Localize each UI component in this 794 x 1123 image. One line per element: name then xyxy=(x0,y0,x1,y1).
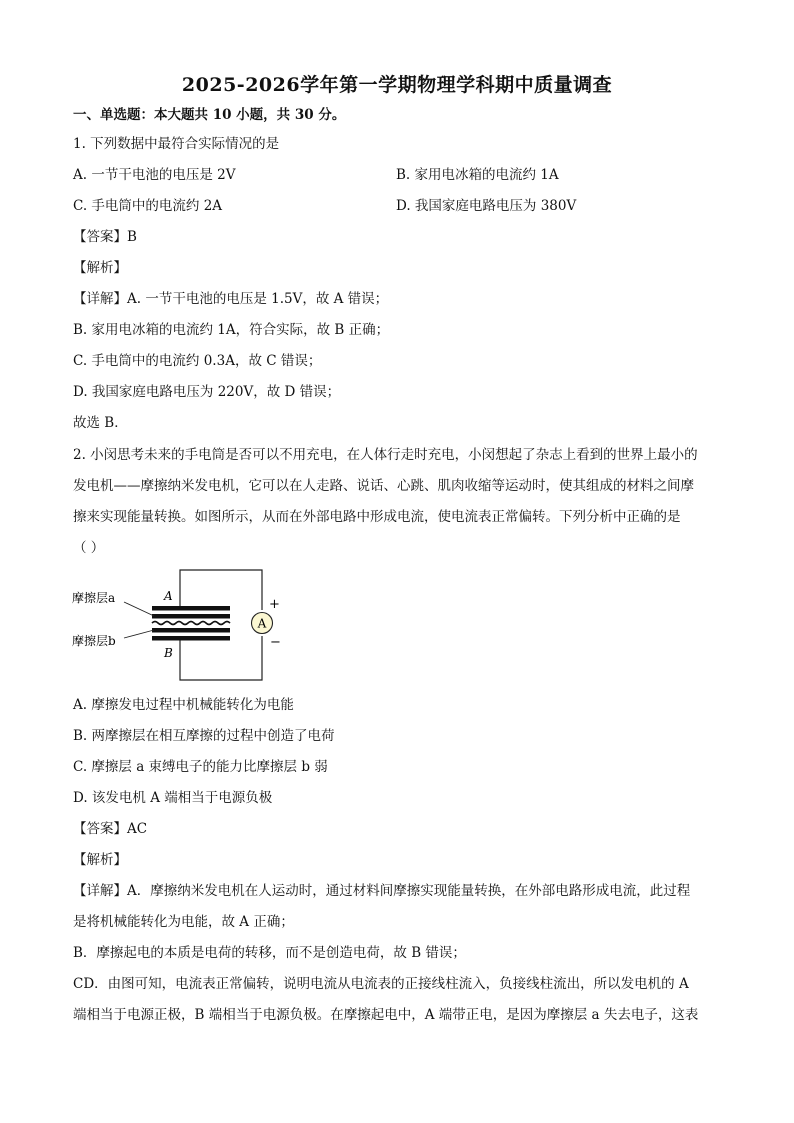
friction-layer-b xyxy=(152,628,230,633)
ammeter-label: A xyxy=(257,616,267,631)
ammeter-plus-sign: + xyxy=(269,597,280,612)
q2-option-b: B. 两摩擦层在相互摩擦的过程中创造了电荷 xyxy=(73,728,335,744)
electrode-a-plate xyxy=(152,606,230,611)
q1-stem: 1. 下列数据中最符合实际情况的是 xyxy=(73,136,280,152)
layer-a-label: 摩擦层a xyxy=(72,591,116,605)
q2-stem-1: 2. 小闵思考未来的手电筒是否可以不用充电，在人体行走时充电，小闵想起了杂志上看到的世界上最小的 xyxy=(73,447,698,463)
layer-b-label: 摩擦层b xyxy=(72,634,116,648)
electrode-b-plate xyxy=(152,636,230,641)
ammeter-minus-sign: − xyxy=(270,635,281,650)
generator-circuit-figure xyxy=(66,564,296,686)
q2-detail-5: 端相当于电源正极，B 端相当于电源负极。在摩擦起电中，A 端带正电，是因为摩擦层 a 失去电子，这表 xyxy=(73,1007,699,1023)
q2-detail-1: 【详解】A．摩擦纳米发电机在人运动时，通过材料间摩擦实现能量转换，在外部电路形成电流，此过程 xyxy=(73,883,691,899)
q2-analysis-label: 【解析】 xyxy=(73,852,127,868)
q2-answer: 【答案】AC xyxy=(73,821,148,837)
terminal-a-label: A xyxy=(164,589,173,603)
q1-option-c: C. 手电筒中的电流约 2A xyxy=(73,198,223,214)
page-title: 2025-2026学年第一学期物理学科期中质量调查 xyxy=(181,74,613,96)
q1-conclusion: 故选 B． xyxy=(73,415,128,431)
q1-answer: 【答案】B xyxy=(73,229,137,245)
q1-option-d: D. 我国家庭电路电压为 380V xyxy=(396,198,577,214)
q1-detail-2: B. 家用电冰箱的电流约 1A，符合实际，故 B 正确； xyxy=(73,322,390,338)
q2-stem-4: （ ） xyxy=(73,540,105,556)
q2-stem-3: 擦来实现能量转换。如图所示，从而在外部电路中形成电流，使电流表正常偏转。下列分析中正确的是 xyxy=(73,509,681,525)
section-heading: 一、单选题：本大题共 10 小题，共 30 分。 xyxy=(73,107,346,123)
q1-analysis-label: 【解析】 xyxy=(73,260,127,276)
q1-detail-1: 【详解】A. 一节干电池的电压是 1.5V，故 A 错误； xyxy=(73,291,389,307)
q2-option-d: D. 该发电机 A 端相当于电源负极 xyxy=(73,790,273,806)
q2-detail-2: 是将机械能转化为电能，故 A 正确； xyxy=(73,914,294,930)
q2-option-a: A. 摩擦发电过程中机械能转化为电能 xyxy=(73,697,294,713)
q2-detail-3: B．摩擦起电的本质是电荷的转移，而不是创造电荷，故 B 错误； xyxy=(73,945,466,961)
q1-option-a: A. 一节干电池的电压是 2V xyxy=(73,167,236,183)
q2-option-c: C. 摩擦层 a 束缚电子的能力比摩擦层 b 弱 xyxy=(73,759,328,775)
q1-option-b: B. 家用电冰箱的电流约 1A xyxy=(396,167,559,183)
q1-detail-4: D. 我国家庭电路电压为 220V，故 D 错误； xyxy=(73,384,341,400)
terminal-b-label: B xyxy=(164,646,173,660)
q2-stem-2: 发电机——摩擦纳米发电机，它可以在人走路、说话、心跳、肌肉收缩等运动时，使其组成的材料之间摩 xyxy=(73,478,694,494)
q1-detail-3: C. 手电筒中的电流约 0.3A，故 C 错误； xyxy=(73,353,322,369)
friction-interface xyxy=(152,622,230,625)
q2-detail-4: CD．由图可知，电流表正常偏转，说明电流从电流表的正接线柱流入，负接线柱流出，所以发电机的 A xyxy=(73,976,689,992)
friction-layer-a xyxy=(152,614,230,619)
